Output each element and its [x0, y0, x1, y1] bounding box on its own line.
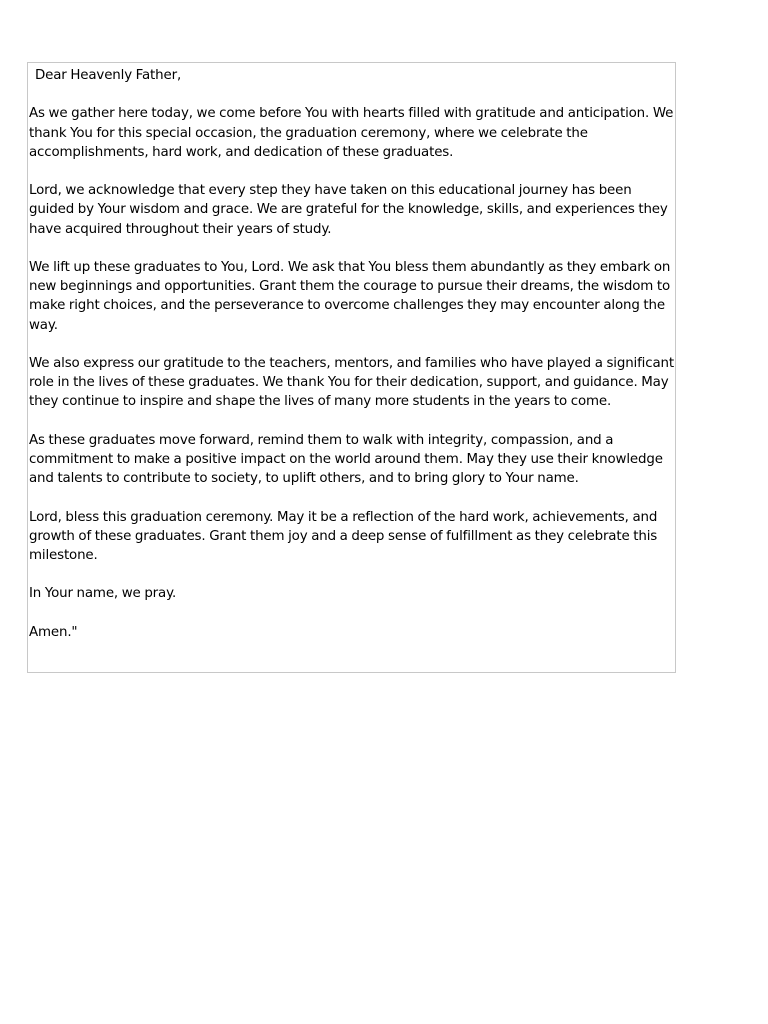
greeting: Dear Heavenly Father,	[35, 68, 182, 83]
paragraph-integrity: As these graduates move forward, remind them to walk with integrity, compassion, and a commitment to make a positive impact on the world around them. May they use their knowledge and talents to contribute to society, to uplift others, and to bring glory to Your name.	[29, 432, 663, 487]
prayer-text-box	[27, 62, 676, 673]
paragraph-blessing: We lift up these graduates to You, Lord. We ask that You bless them abundantly as they embark on new beginnings and opportunities. Grant them the courage to pursue their dreams, the wisdom to make right choices, and the perseverance to overcome challenges they may encounter along the way.	[29, 259, 671, 333]
closing: Amen."	[29, 624, 78, 640]
paragraph-pray: In Your name, we pray.	[29, 586, 177, 602]
paragraph-acknowledge: Lord, we acknowledge that every step they have taken on this educational journey has been guided by Your wisdom and grace. We are grateful for the knowledge, skills, and experiences they have acquired throughout their years of study.	[29, 183, 668, 237]
paragraph-ceremony: Lord, bless this graduation ceremony. May it be a reflection of the hard work, achievements, and growth of these graduates. Grant them joy and a deep sense of fulfillment as they celebrate this milestone.	[29, 509, 658, 563]
paragraph-teachers: We also express our gratitude to the teachers, mentors, and families who have played a significant role in the lives of these graduates. We thank You for their dedication, support, and guidance. May they continue to inspire and shape the lives of many more students in the years to come.	[29, 355, 674, 410]
paragraph-gratitude: As we gather here today, we come before You with hearts filled with gratitude and anticipation. We thank You for this special occasion, the graduation ceremony, where we celebrate the accomplishments, hard work, and dedication of these graduates.	[29, 106, 674, 160]
